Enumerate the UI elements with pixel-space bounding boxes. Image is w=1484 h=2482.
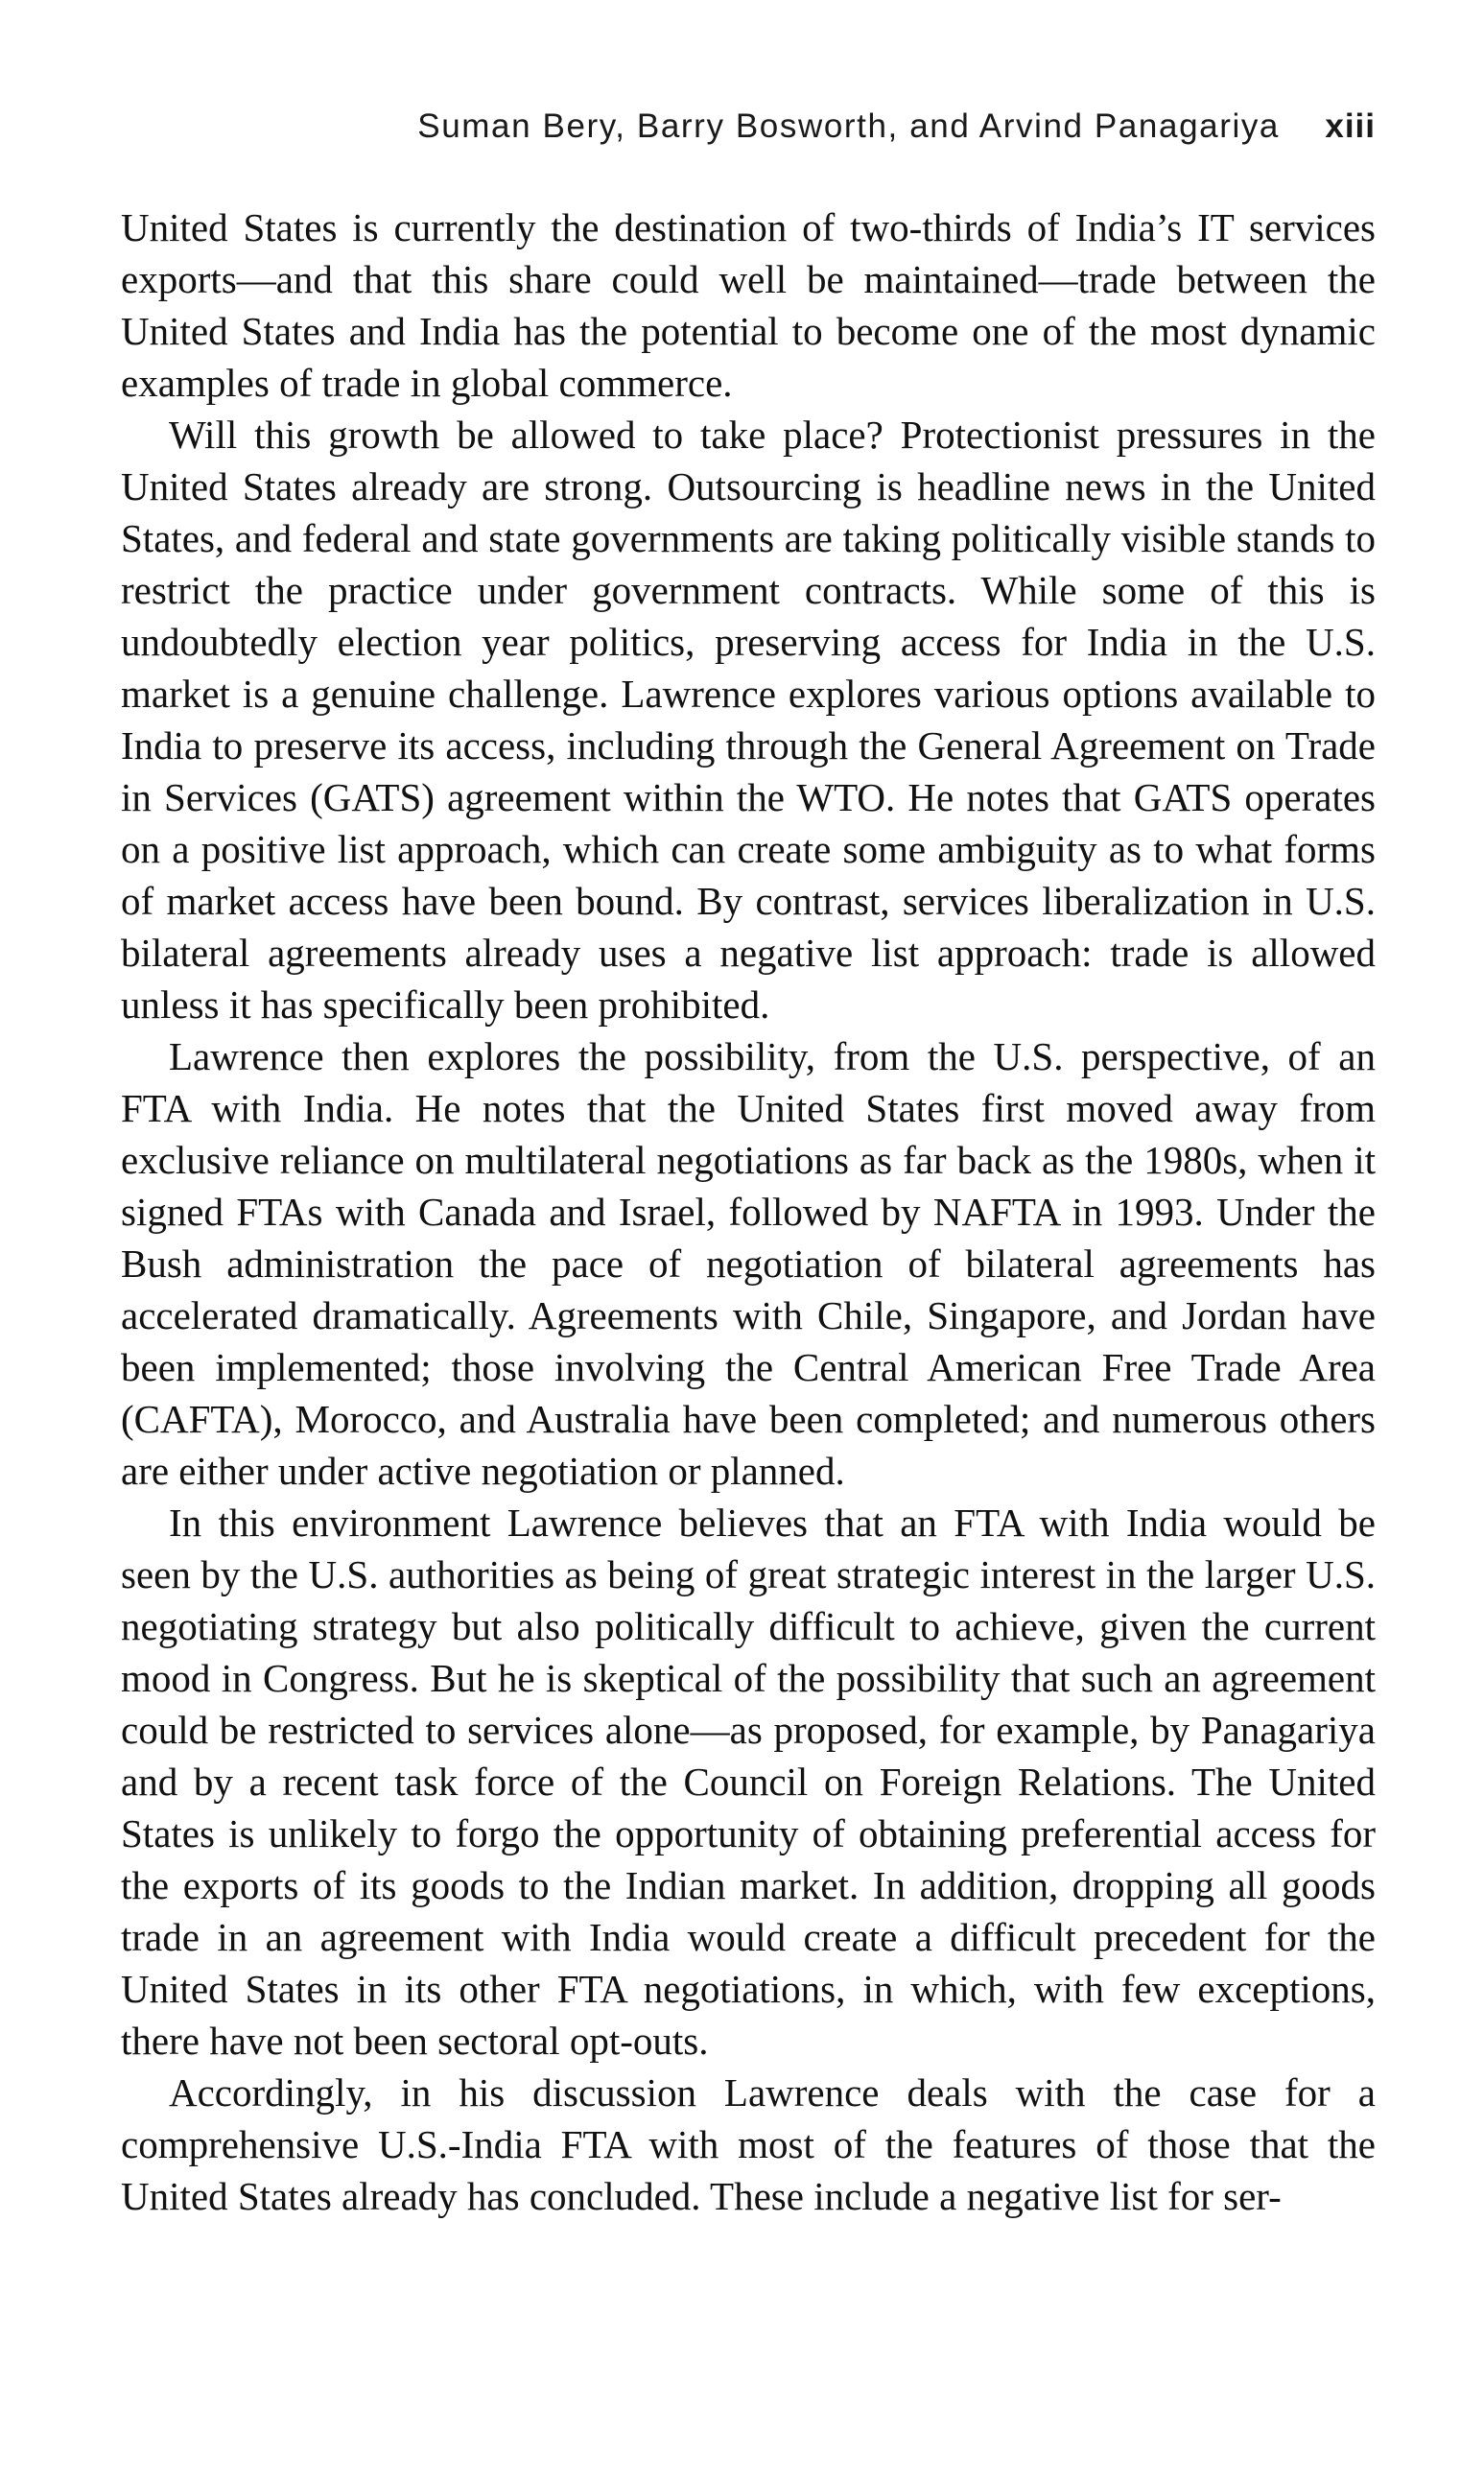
paragraph-strategic-interest: In this environment Lawrence believes that an FTA with India would be seen by the U.S. authorities as being of great strategic interest in the larger U.S. negotiating strategy but also politically difficult to achieve, given the current mood in Congress. But he is skeptical of the possibility that such an agreement could be restricted to services alone—as proposed, for example, by Panagariya and by a recent task force of the Council on Foreign Relations. The United States is unlikely to forgo the opportunity of obtaining preferential access for the exports of its goods to the Indian market. In addition, dropping all goods trade in an agreement with India would create a difficult precedent for the United States in its other FTA negotiations, in which, with few exceptions, there have not been sectoral opt-outs. [121,1501,1376,2063]
paragraph-continued: United States is currently the destination of two-thirds of India’s IT services exports—and that this share could well be maintained—trade between the United States and India has the potential to become one of the most dynamic examples of trade in global commerce. [121,205,1376,405]
paragraph-fta-us-perspective: Lawrence then explores the possibility, from the U.S. perspective, of an FTA with India. He notes that the United States first moved away from exclusive reliance on multilateral negotiations as far back as the 1980s, when it signed FTAs with Canada and Israel, followed by NAFTA in 1993. Under the Bush administration the pace of negotiation of bilateral agreements has accelerated dramatically. Agreements with Chile, Singapore, and Jordan have been implemented; those involving the Central American Free Trade Area (CAFTA), Morocco, and Australia have been completed; and numerous others are either under active negotiation or planned. [121,1034,1376,1493]
paragraph-comprehensive-fta: Accordingly, in his discussion Lawrence deals with the case for a comprehensive U.S.-India FTA with most of the features of those that the United States already has concluded. These include a negative list for ser- [121,2070,1376,2218]
body-text [121,201,1376,2222]
paragraph-protectionist-pressures: Will this growth be allowed to take place? Protectionist pressures in the United States already are strong. Outsourcing is headline news in the United States, and federal and state governments are taking politically visible stands to restrict the practice under government contracts. While some of this is undoubtedly election year politics, preserving access for India in the U.S. market is a genuine challenge. Lawrence explores various options available to India to preserve its access, including through the General Agreement on Trade in Services (GATS) agreement within the WTO. He notes that GATS operates on a positive list approach, which can create some ambiguity as to what forms of market access have been bound. By contrast, services liberalization in U.S. bilateral agreements already uses a negative list approach: trade is allowed unless it has specifically been prohibited. [121,413,1376,1027]
running-head-authors: Suman Bery, Barry Bosworth, and Arvind Panagariya [417,107,1280,145]
page-number: xiii [1325,107,1376,145]
running-head [121,107,1376,165]
